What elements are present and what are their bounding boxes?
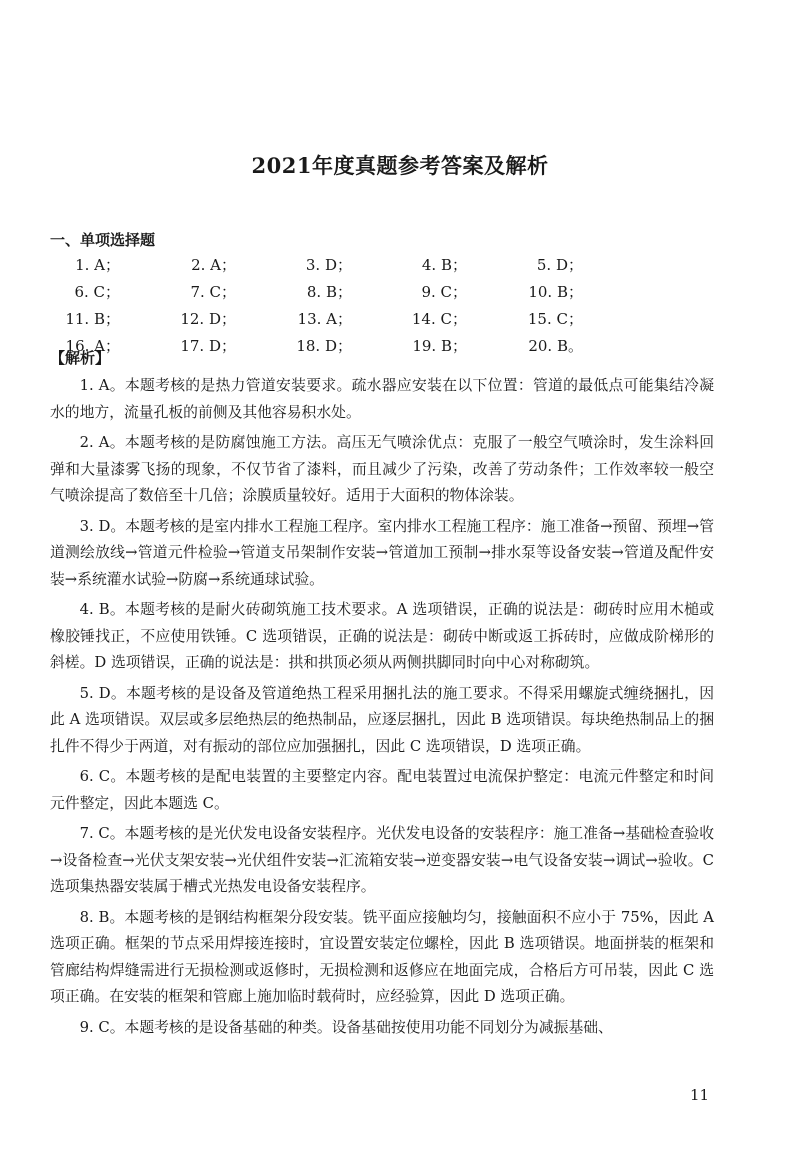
analysis-paragraph-6: 6. C。本题考核的是配电装置的主要整定内容。配电装置过电流保护整定：电流元件整定和时间元件整定，因此本题选 C。	[50, 768, 714, 812]
answer-cell: 2. A；	[191, 256, 236, 274]
answer-cell: 5. D；	[536, 256, 583, 274]
answer-cell: 1. A；	[75, 256, 120, 274]
page-number: 11	[690, 1086, 710, 1104]
answer-key-grid	[0, 254, 800, 362]
analysis-paragraph-9: 9. C。本题考核的是设备基础的种类。设备基础按使用功能不同划分为减振基础、	[79, 1018, 613, 1036]
answer-cell: 19. B；	[412, 337, 467, 355]
answer-cell: 10. B；	[528, 283, 583, 301]
analysis-paragraph-2: 2. A。本题考核的是防腐蚀施工方法。高压无气喷涂优点：克服了一般空气喷涂时，发生涂料回弹和大量漆雾飞扬的现象，不仅节省了漆料，而且减少了污染，改善了劳动条件；工作效率较一般空气喷涂提高了数倍至十几倍；涂膜质量较好。适用于大面积的物体涂装。	[50, 434, 714, 504]
analysis-paragraph-3: 3. D。本题考核的是室内排水工程施工程序。室内排水工程施工程序：施工准备→预留、预埋→管道测绘放线→管道元件检验→管道支吊架制作安装→管道加工预制→排水泵等设备安装→管道及配件安装→系统灌水试验→防腐→系统通球试验。	[50, 517, 714, 588]
answer-row	[0, 254, 800, 281]
answer-cell: 17. D；	[180, 337, 236, 355]
answer-cell: 9. C；	[421, 283, 467, 301]
answer-cell: 4. B；	[421, 256, 467, 274]
analysis-paragraph-5: 5. D。本题考核的是设备及管道绝热工程采用捆扎法的施工要求。不得采用螺旋式缠绕捆扎，因此 A 选项错误。双层或多层绝热层的绝热制品，应逐层捆扎，因此 B 选项错误。每块绝热制品上的捆扎件不得少于两道，对有振动的部位应加强捆扎，因此 C 选项错误，D 选项正确。	[50, 684, 714, 755]
analysis-paragraph-4: 4. B。本题考核的是耐火砖砌筑施工技术要求。A 选项错误，正确的说法是：砌砖时应用木槌或橡胶锤找正，不应使用铁锤。C 选项错误，正确的说法是：砌砖中断或返工拆砖时，应做成阶梯形的斜槎。D 选项错误，正确的说法是：拱和拱顶必须从两侧拱脚同时向中心对称砌筑。	[50, 601, 714, 671]
analysis-label: 【解析】	[50, 349, 111, 367]
answer-cell: 8. B；	[306, 283, 352, 301]
analysis-body	[50, 373, 714, 1045]
analysis-paragraph-8: 8. B。本题考核的是钢结构框架分段安装。铣平面应接触均匀，接触面积不应小于 75%，因此 A 选项正确。框架的节点采用焊接连接时，宜设置安装定位螺栓，因此 B 选项错误。地面拼装的框架和管廊结构焊缝需进行无损检测或返修时，无损检测和返修应在地面完成，合格后方可吊装，因此 C 选项正确。在安装的框架和管廊上施加临时载荷时，应经验算，因此 D 选项正确。	[50, 908, 714, 1005]
answer-cell: 6. C；	[74, 283, 120, 301]
answer-row	[0, 308, 800, 335]
answer-cell: 12. D；	[180, 310, 236, 328]
answer-cell: 15. C；	[527, 310, 583, 328]
answer-cell: 11. B；	[65, 310, 120, 328]
section-heading: 一、单项选择题	[50, 231, 156, 249]
answer-cell: 18. D；	[296, 337, 352, 355]
answer-cell: 7. C；	[190, 283, 236, 301]
answer-row	[0, 335, 800, 362]
answer-cell: 16. A；	[65, 337, 120, 355]
page-title: 2021年度真题参考答案及解析	[251, 153, 549, 178]
answer-cell: 13. A；	[297, 310, 352, 328]
analysis-paragraph-7: 7. C。本题考核的是光伏发电设备安装程序。光伏发电设备的安装程序：施工准备→基础检查验收→设备检查→光伏支架安装→光伏组件安装→汇流箱安装→逆变器安装→电气设备安装→调试→验收。C 选项集热器安装属于槽式光热发电设备安装程序。	[50, 825, 715, 895]
analysis-paragraph-1: 1. A。本题考核的是热力管道安装要求。疏水器应安装在以下位置：管道的最低点可能集结冷凝水的地方，流量孔板的前侧及其他容易积水处。	[50, 377, 714, 421]
answer-row	[0, 281, 800, 308]
answer-cell: 3. D；	[305, 256, 352, 274]
answer-cell: 14. C；	[411, 310, 467, 328]
answer-cell: 20. B。	[528, 337, 583, 355]
